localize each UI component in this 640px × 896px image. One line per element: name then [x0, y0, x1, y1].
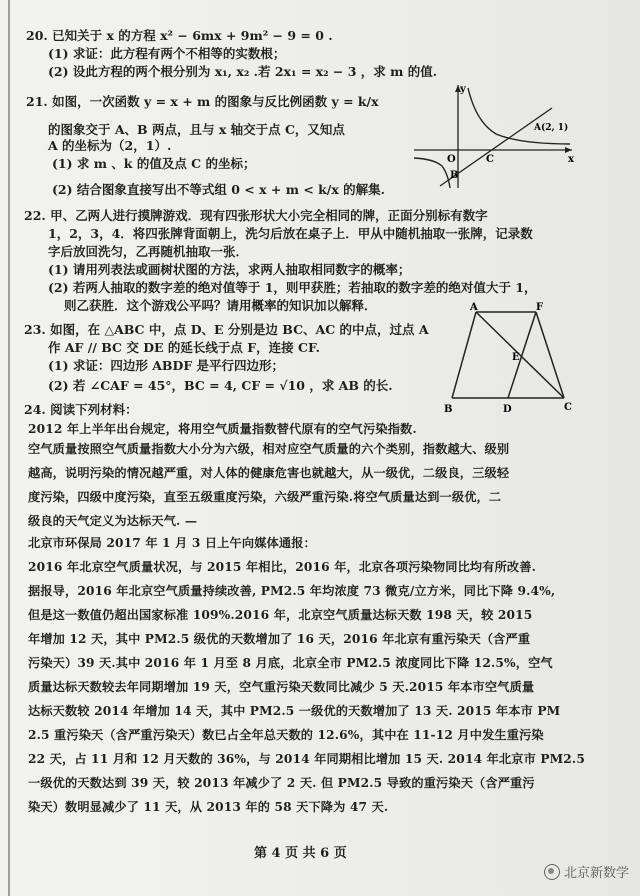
- q21-part2: (2) 结合图象直接写出不等式组 0 < x + m < k/x 的解集.: [52, 182, 386, 197]
- fig-label-c: C: [564, 402, 572, 413]
- page-footer: 第 4 页 共 6 页: [254, 846, 347, 861]
- q22-part2: (2) 若两人抽取的数字差的绝对值等于 1，则甲获胜；若抽取的数字差的绝对值大于 1，: [48, 280, 537, 295]
- graph-point-b-label: B: [450, 170, 459, 181]
- graph-point-a-label: A(2, 1): [534, 123, 569, 133]
- q24-report-line: 质量达标天数较去年同期增加 19 天，空气重污染天数同比减少 5 天.2015 年本市空气质量: [28, 680, 535, 694]
- q24-material-line: 越高，说明污染的情况越严重，对人体的健康危害也就越大，从一级优，二级良，三级轻: [28, 466, 510, 480]
- watermark-text: 北京新数学: [564, 866, 630, 881]
- fig-label-b: B: [444, 404, 453, 415]
- fig-label-a: A: [470, 302, 478, 313]
- q24-report-line: 22 天，占 11 月和 12 月天数的 36%，与 2014 年同期相比增加 15 天. 2014 年北京市 PM2.5: [28, 752, 585, 766]
- graph-y-label: y: [460, 84, 466, 95]
- q23-stem-line1: 23. 如图，在 △ABC 中，点 D、E 分别是边 BC、AC 的中点，过点 A: [24, 322, 429, 337]
- fig-label-f: F: [536, 302, 544, 313]
- q21-stem-line3: A 的坐标为（2，1）.: [48, 138, 172, 153]
- q20-stem: 20. 已知关于 x 的方程 x² − 6mx + 9m² − 9 = 0 .: [26, 28, 333, 43]
- q24-report-line: 2016 年北京空气质量状况，与 2015 年相比，2016 年，北京各项污染物同比均有所改善.: [28, 560, 536, 574]
- wechat-logo-icon: [544, 864, 560, 880]
- graph-origin-label: O: [447, 154, 456, 165]
- q24-title: 24. 阅读下列材料：: [24, 402, 138, 417]
- q24-material-line: 度污染，四级中度污染，直至五级重度污染，六级严重污染.将空气质量达到一级优，二: [28, 490, 502, 504]
- q22-part2-cont: 则乙获胜．这个游戏公平吗？请用概率的知识加以解释．: [64, 298, 377, 313]
- q24-report-line: 2.5 重污染天（含严重污染天）数已占全年总天数的 12.6%，其中在 11-12 月中发生重污染: [28, 728, 544, 742]
- q23-stem-line2: 作 AF // BC 交 DE 的延长线于点 F，连接 CF.: [48, 340, 320, 355]
- q24-material-line: 2012 年上半年出台规定，将用空气质量指数替代原有的空气污染指数.: [28, 422, 417, 436]
- q24-report-line: 但是这一数值仍超出国家标准 109%.2016 年，北京空气质量达标天数 198 天，较 2015: [28, 608, 533, 622]
- q20-part2: (2) 设此方程的两个根分别为 x₁, x₂ .若 2x₁ = x₂ − 3 ，求 m 的值.: [48, 64, 438, 79]
- q20-part1: (1) 求证：此方程有两个不相等的实数根；: [48, 46, 286, 61]
- q24-report-line: 年增加 12 天，其中 PM2.5 级优的天数增加了 16 天，2016 年北京有重污染天（含严重: [28, 632, 531, 646]
- q22-part1: (1) 请用列表法或画树状图的方法，求两人抽取相同数字的概率；: [48, 262, 411, 277]
- graph-point-c-label: C: [486, 154, 494, 165]
- q22-stem-line2: 1，2，3，4．将四张牌背面朝上，洗匀后放在桌子上．甲从中随机抽取一张牌，记录数: [48, 226, 533, 241]
- q24-report-line: 染天）数明显减少了 11 天，从 2013 年的 58 天下降为 47 天.: [28, 800, 389, 814]
- q24-material-line: 级良的天气定义为达标天气. —: [28, 514, 198, 528]
- q24-report-line: 一级优的天数达到 39 天，较 2013 年减少了 2 天. 但 PM2.5 导致的重污染天（含严重污: [28, 776, 535, 790]
- watermark: [544, 862, 629, 881]
- q22-stem-line3: 字后放回洗匀，乙再随机抽取一张．: [48, 244, 249, 259]
- q24-report-line: 污染天）39 天.其中 2016 年 1 月至 8 月底，北京全市 PM2.5 浓度同比下降 12.5%，空气: [28, 656, 553, 670]
- fig-label-d: D: [503, 404, 512, 415]
- q23-part2: (2) 若 ∠CAF = 45°，BC = 4, CF = √10 ，求 AB 的长.: [48, 378, 393, 393]
- q21-stem-line2: 的图象交于 A、B 两点，且与 x 轴交于点 C，又知点: [48, 122, 345, 137]
- q21-part1: (1) 求 m 、k 的值及点 C 的坐标；: [52, 156, 256, 171]
- binding-margin-line: [8, 0, 10, 896]
- graph-x-label: x: [568, 154, 574, 165]
- q23-part1: (1) 求证：四边形 ABDF 是平行四边形；: [48, 358, 285, 373]
- q23-triangle-figure: [440, 300, 580, 418]
- q24-report-line: 达标天数较 2014 年增加 14 天，其中 PM2.5 一级优的天数增加了 13 天. 2015 年本市 PM: [28, 704, 561, 718]
- q24-material-line: 空气质量按照空气质量指数大小分为六级，相对应空气质量的六个类别，指数越大、级别: [28, 442, 510, 456]
- fig-label-e: E: [512, 352, 520, 363]
- q21-stem-line1: 21. 如图，一次函数 y = x + m 的图象与反比例函数 y = k/x: [26, 94, 379, 109]
- q22-stem-line1: 22. 甲、乙两人进行摸牌游戏．现有四张形状大小完全相同的牌，正面分别标有数字: [24, 208, 488, 223]
- q24-report-line: 北京市环保局 2017 年 1 月 3 日上午向媒体通报：: [28, 536, 316, 550]
- q24-report-line: 据报导，2016 年北京空气质量持续改善, PM2.5 年均浓度 73 微克/立方米，同比下降 9.4%,: [28, 584, 556, 598]
- q21-function-graph: [410, 82, 580, 192]
